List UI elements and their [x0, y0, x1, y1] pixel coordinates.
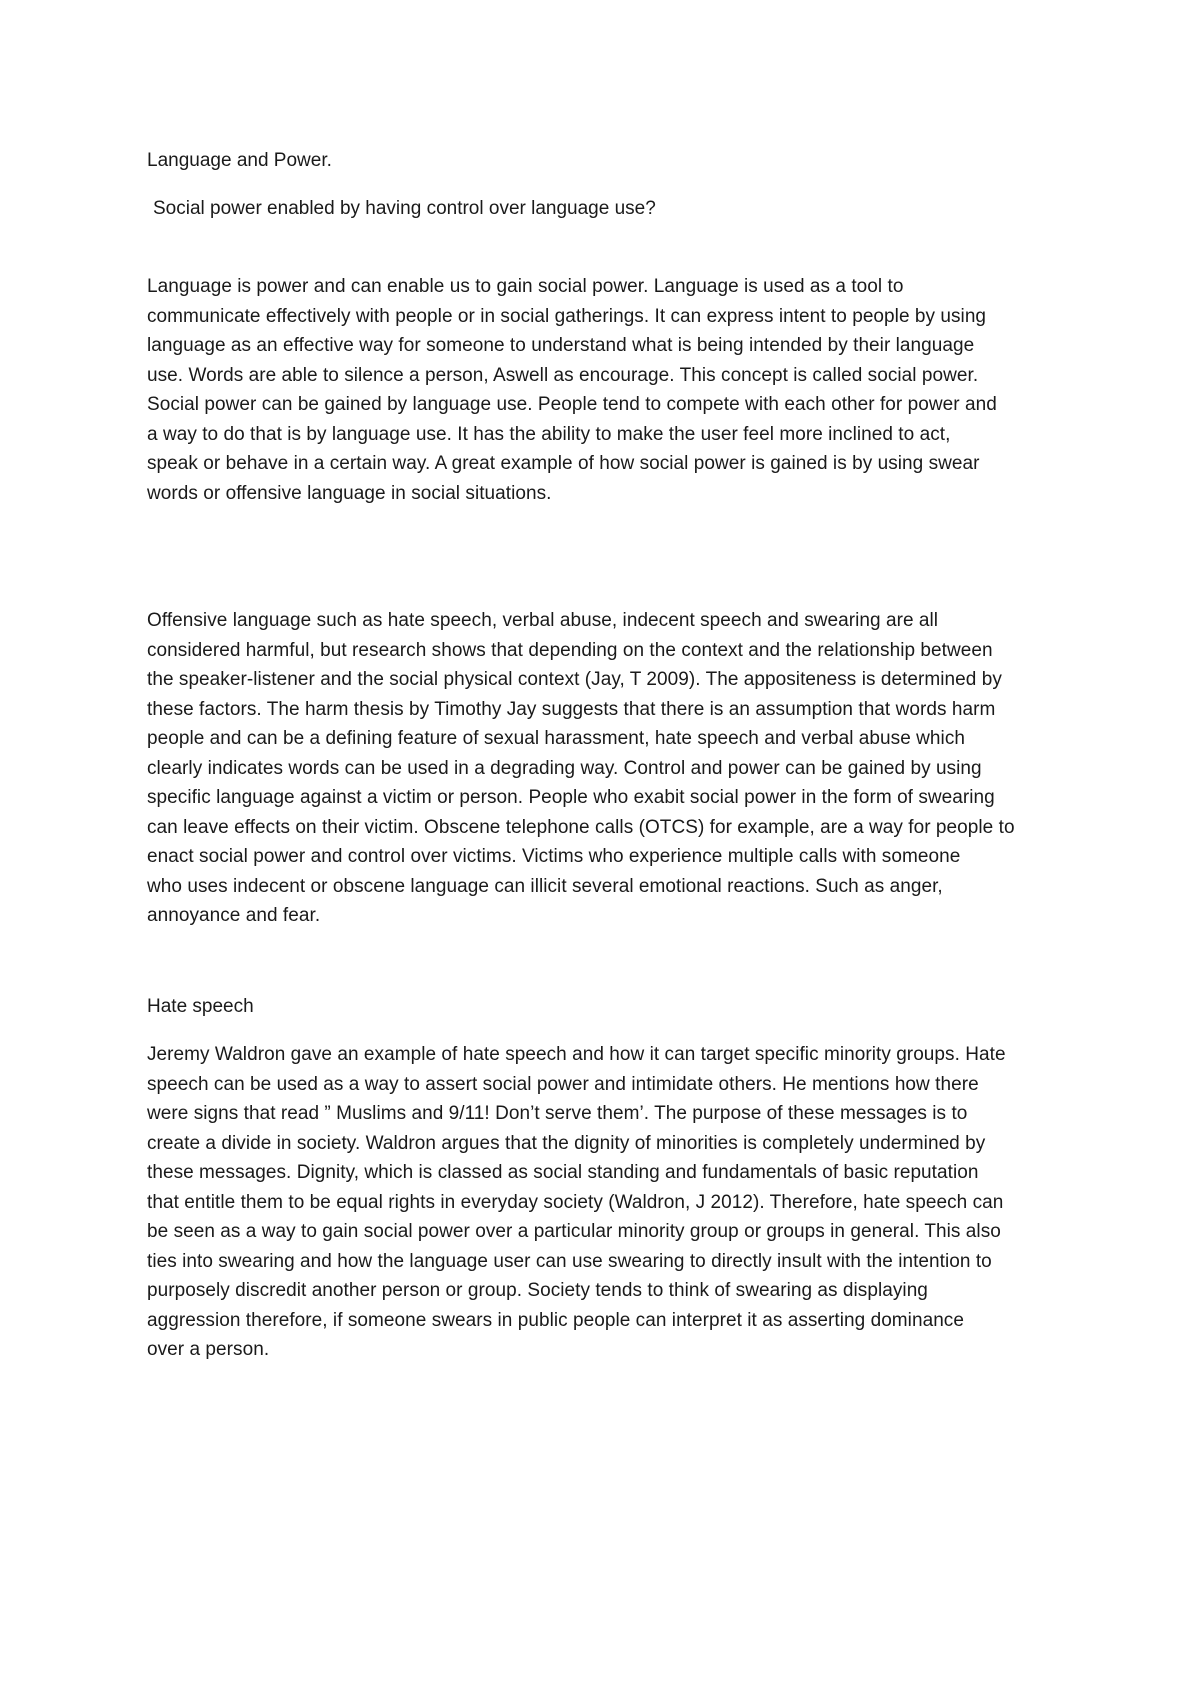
paragraph-line: people and can be a defining feature of sexual harassment, hate speech and verbal abuse which	[147, 728, 965, 749]
paragraph-line: be seen as a way to gain social power over a particular minority group or groups in general. This also	[147, 1221, 1001, 1242]
paragraph-line: these messages. Dignity, which is classed as social standing and fundamentals of basic reputation	[147, 1162, 979, 1183]
paragraph-line: were signs that read ” Muslims and 9/11! Don’t serve them’. The purpose of these messages is to	[147, 1103, 968, 1124]
paragraph-line: who uses indecent or obscene language can illicit several emotional reactions. Such as anger,	[147, 875, 943, 897]
paragraph-language-power	[147, 272, 1067, 508]
document-subtitle: Social power enabled by having control over language use?	[153, 197, 656, 219]
paragraph-line: the speaker-listener and the social physical context (Jay, T 2009). The appositeness is determined by	[147, 669, 1002, 690]
section-heading-hate-speech: Hate speech	[147, 995, 254, 1017]
paragraph-line: communicate effectively with people or in social gatherings. It can express intent to people by using	[147, 305, 987, 327]
paragraph-line: use. Words are able to silence a person, Aswell as encourage. This concept is called social power.	[147, 364, 979, 386]
paragraph-line: Language is power and can enable us to gain social power. Language is used as a tool to	[147, 276, 904, 297]
document-body	[147, 146, 1067, 1365]
paragraph-line: ties into swearing and how the language user can use swearing to directly insult with the intention to	[147, 1250, 992, 1272]
paragraph-line: speak or behave in a certain way. A great example of how social power is gained is by using swear	[147, 453, 980, 474]
paragraph-line: Offensive language such as hate speech, verbal abuse, indecent speech and swearing are all	[147, 610, 939, 631]
paragraph-line: language as an effective way for someone to understand what is being intended by their language	[147, 335, 975, 356]
paragraph-line: annoyance and fear.	[147, 905, 321, 926]
paragraph-line: aggression therefore, if someone swears in public people can interpret it as asserting dominance	[147, 1309, 964, 1331]
paragraph-line: a way to do that is by language use. It has the ability to make the user feel more inclined to act,	[147, 423, 951, 445]
paragraph-line: over a person.	[147, 1339, 270, 1360]
paragraph-line: Jeremy Waldron gave an example of hate speech and how it can target specific minority groups. Hate	[147, 1044, 1006, 1065]
paragraph-offensive-language	[147, 606, 1067, 931]
paragraph-line: create a divide in society. Waldron argues that the dignity of minorities is completely undermined by	[147, 1132, 986, 1154]
paragraph-line: specific language against a victim or person. People who exabit social power in the form of swearing	[147, 787, 995, 808]
document-title: Language and Power.	[147, 150, 332, 171]
paragraph-line: Social power can be gained by language use. People tend to compete with each other for power and	[147, 394, 997, 415]
paragraph-line: purposely discredit another person or group. Society tends to think of swearing as displaying	[147, 1280, 928, 1301]
paragraph-line: can leave effects on their victim. Obscene telephone calls (OTCS) for example, are a way for people to	[147, 816, 1015, 838]
paragraph-line: that entitle them to be equal rights in everyday society (Waldron, J 2012). Therefore, hate speech can	[147, 1191, 1004, 1213]
paragraph-line: speech can be used as a way to assert social power and intimidate others. He mentions how there	[147, 1073, 979, 1095]
paragraph-line: enact social power and control over victims. Victims who experience multiple calls with someone	[147, 846, 961, 867]
paragraph-line: words or offensive language in social situations.	[147, 482, 552, 504]
paragraph-hate-speech	[147, 1040, 1067, 1365]
paragraph-line: these factors. The harm thesis by Timothy Jay suggests that there is an assumption that words harm	[147, 698, 996, 720]
paragraph-line: clearly indicates words can be used in a degrading way. Control and power can be gained by using	[147, 757, 982, 779]
paragraph-line: considered harmful, but research shows that depending on the context and the relationship between	[147, 639, 993, 661]
